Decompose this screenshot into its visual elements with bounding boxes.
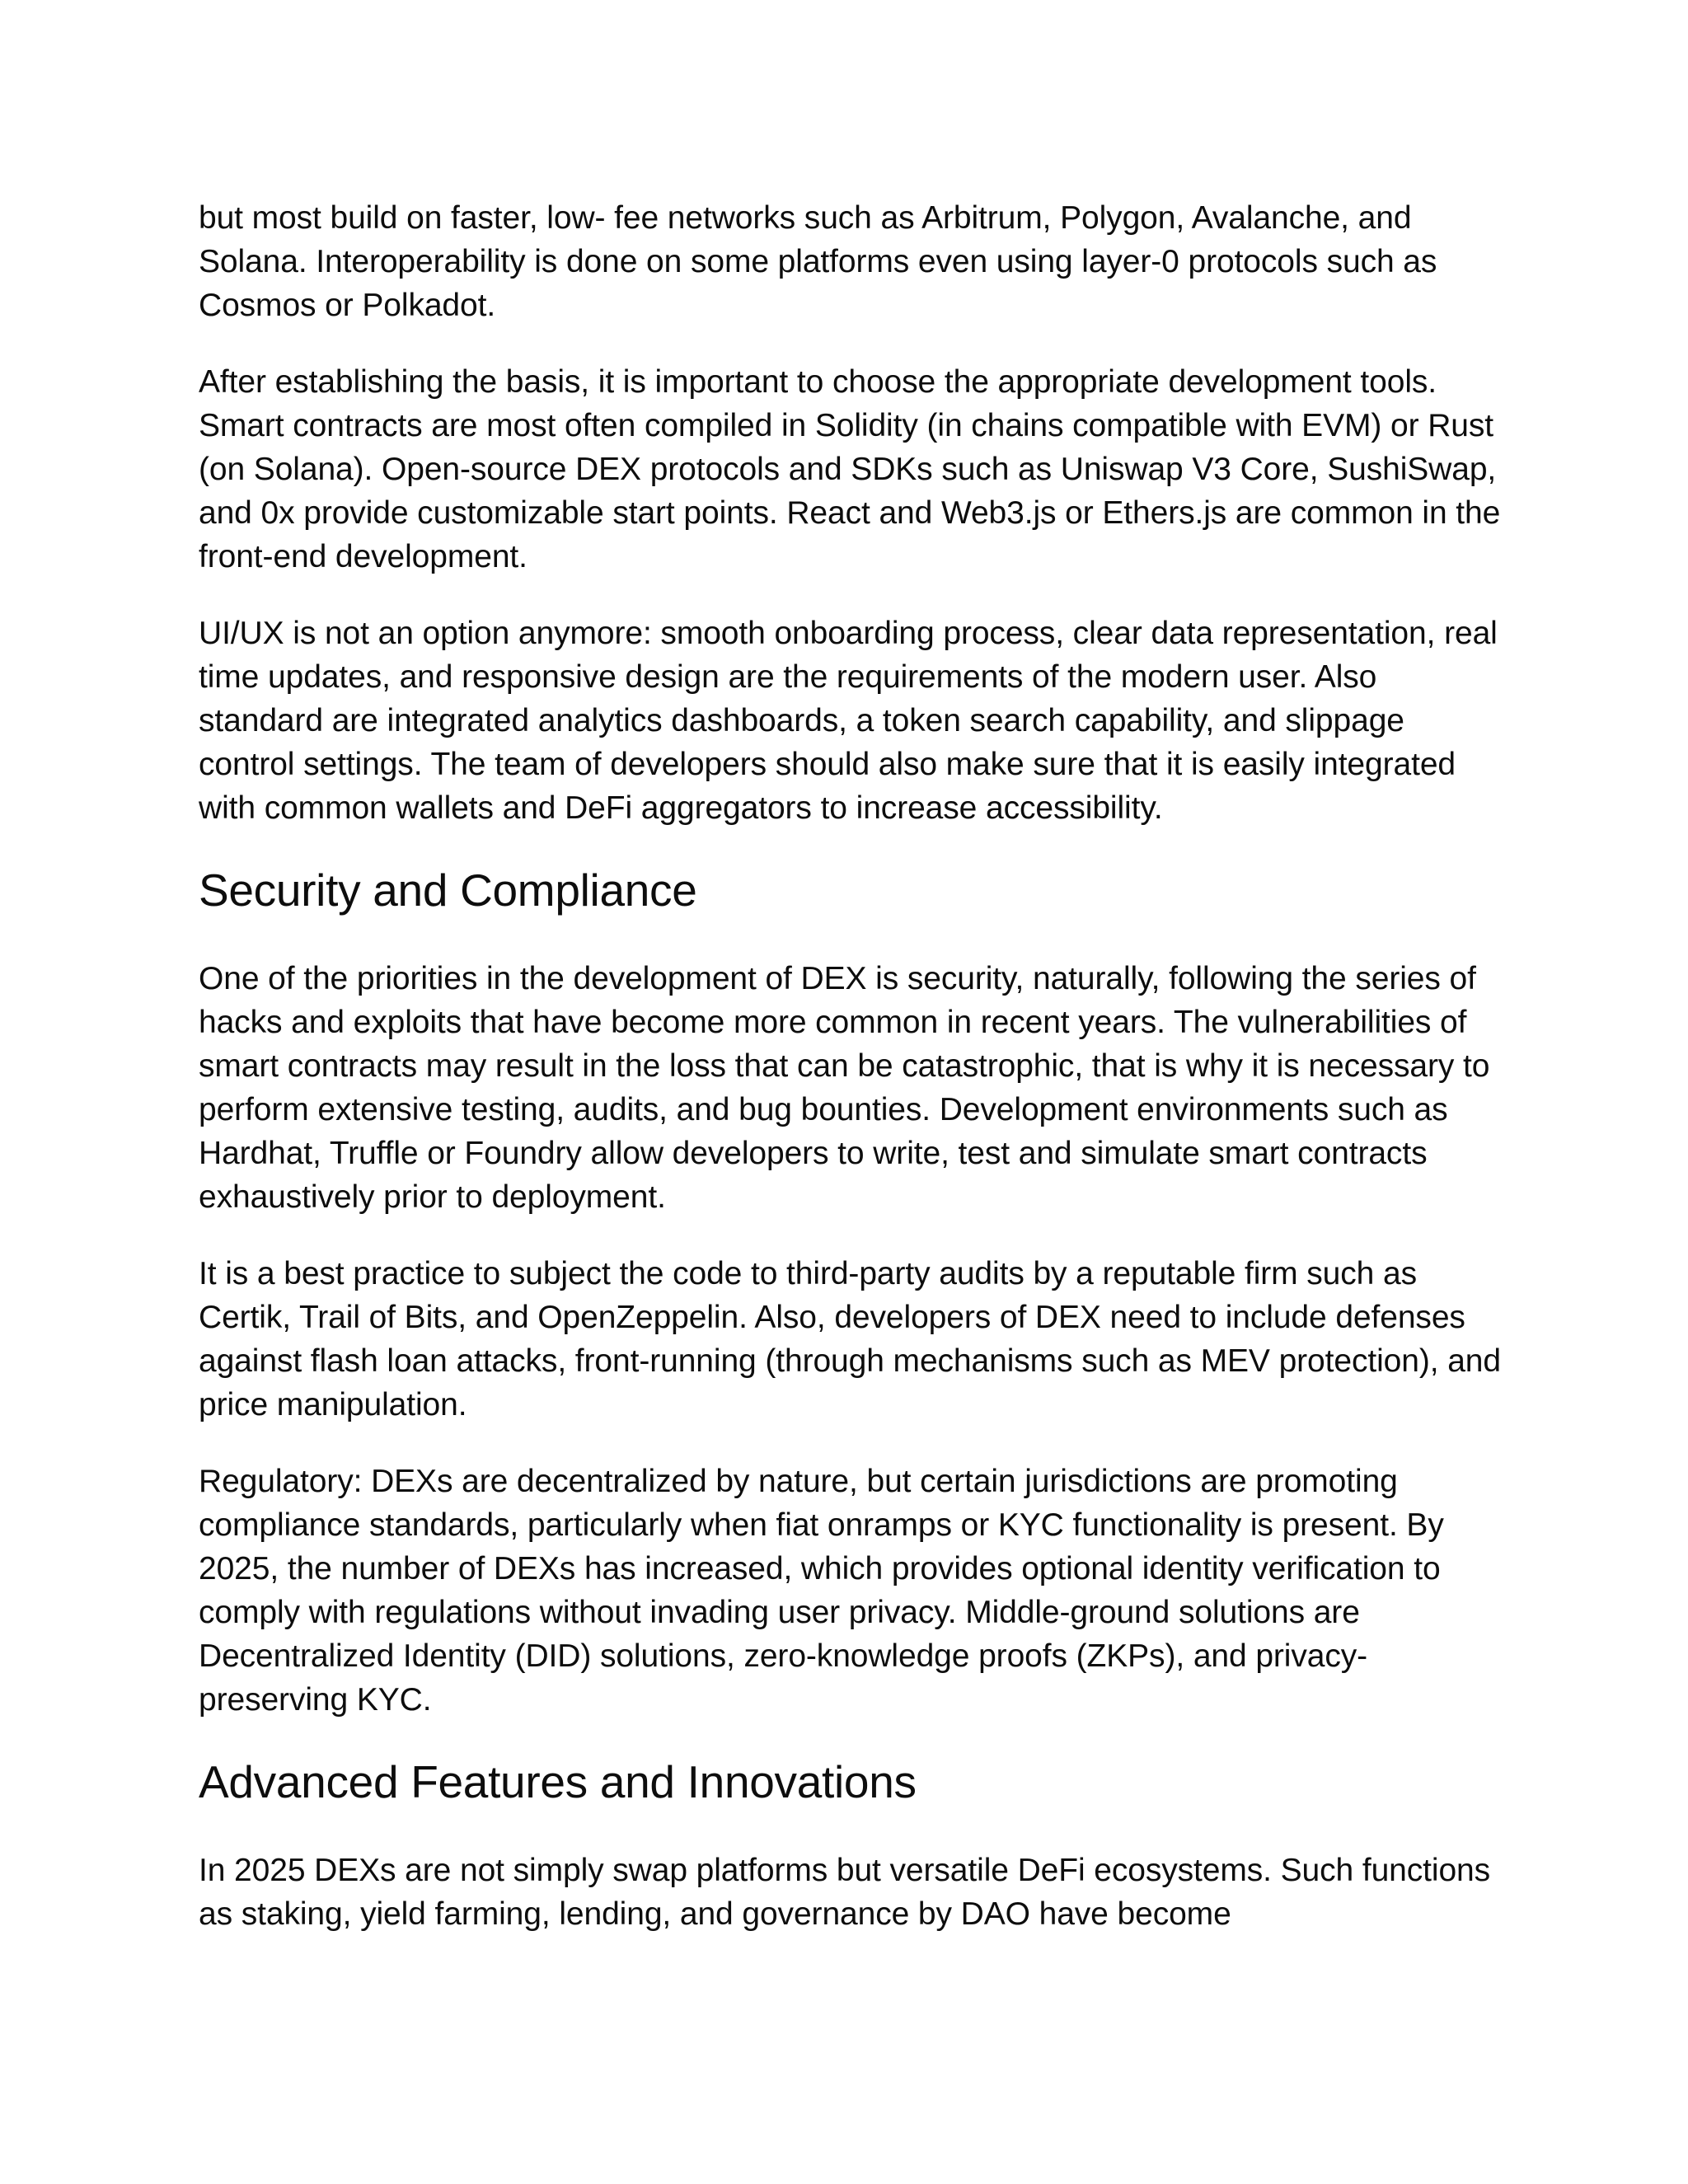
heading-security-compliance: Security and Compliance	[199, 865, 697, 916]
paragraph-defi-ecosystems: In 2025 DEXs are not simply swap platforms but versatile DeFi ecosystems. Such functions as staking, yield farming, lending, and governance by DAO have become	[199, 1853, 1491, 1932]
document-page	[199, 196, 1501, 1969]
paragraph-security-priorities: One of the priorities in the development of DEX is security, naturally, following the series of hacks and exploits that have become more common in recent years. The vulnerabilities of smart contracts may result in the loss that can be catastrophic, that is why it is necessary to perform extensive testing, audits, and bug bounties. Development environments such as Hardhat, Truffle or Foundry allow developers to write, test and simulate smart contracts exhaustively prior to deployment.	[199, 961, 1490, 1215]
paragraph-networks: but most build on faster, low- fee networks such as Arbitrum, Polygon, Avalanche, and Solana. Interoperability is done on some platforms even using layer-0 protocols such as Cosmos or Polkadot.	[199, 200, 1437, 323]
paragraph-ui-ux: UI/UX is not an option anymore: smooth onboarding process, clear data representation, real time updates, and responsive design are the requirements of the modern user. Also standard are integrated analytics dashboards, a token search capability, and slippage control settings. The team of developers should also make sure that it is easily integrated with common wallets and DeFi aggregators to increase accessibility.	[199, 616, 1498, 826]
paragraph-regulatory: Regulatory: DEXs are decentralized by nature, but certain jurisdictions are promoting compliance standards, particularly when fiat onramps or KYC functionality is present. By 2025, the number of DEXs has increased, which provides optional identity verification to comply with regulations without invading user privacy. Middle-ground solutions are Decentralized Identity (DID) solutions, zero-knowledge proofs (ZKPs), and privacy-preserving KYC.	[199, 1464, 1444, 1718]
heading-advanced-features: Advanced Features and Innovations	[199, 1756, 917, 1807]
paragraph-development-tools: After establishing the basis, it is important to choose the appropriate development tools. Smart contracts are most often compiled in Solidity (in chains compatible with EVM) or Rust (on Solana). Open-source DEX protocols and SDKs such as Uniswap V3 Core, SushiSwap, and 0x provide customizable start points. React and Web3.js or Ethers.js are common in the front-end development.	[199, 364, 1501, 574]
paragraph-audits: It is a best practice to subject the code to third-party audits by a reputable firm such as Certik, Trail of Bits, and OpenZeppelin. Also, developers of DEX need to include defenses against flash loan attacks, front-running (through mechanisms such as MEV protection), and price manipulation.	[199, 1256, 1501, 1422]
